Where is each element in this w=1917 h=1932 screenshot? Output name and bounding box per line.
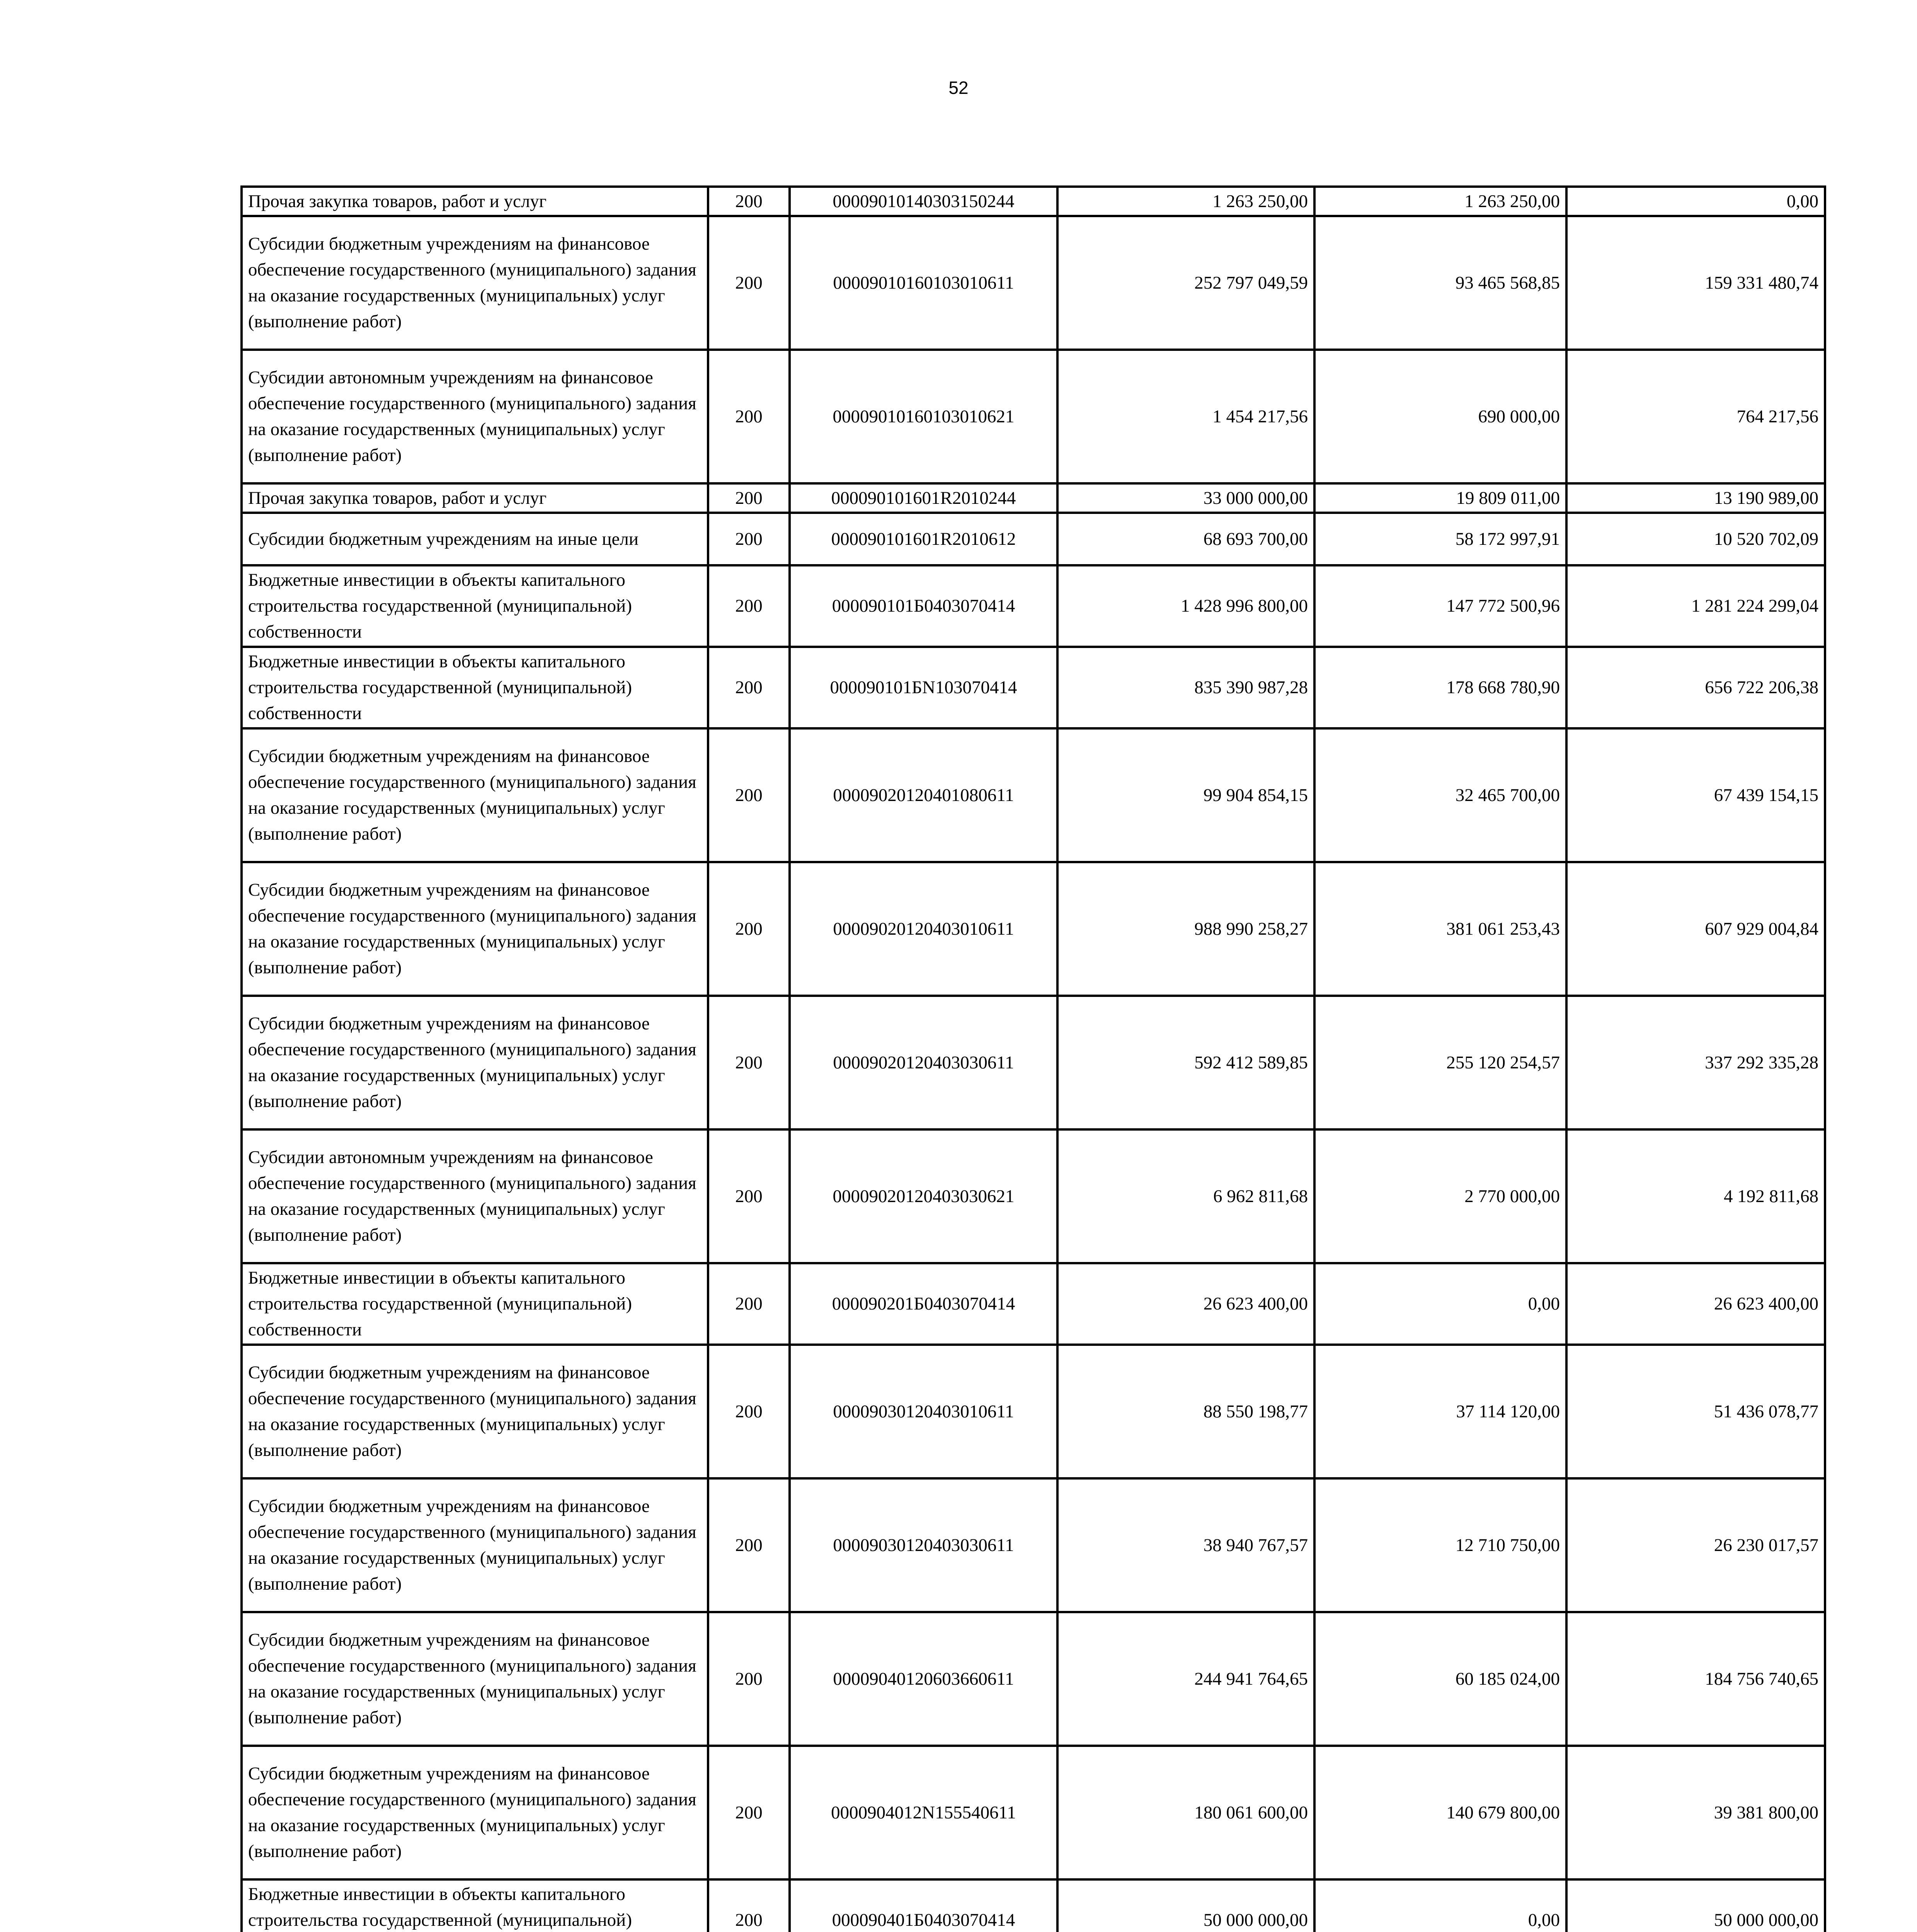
line-code-cell: 200 <box>708 1612 790 1746</box>
table-row <box>242 1879 1825 1932</box>
line-code-cell: 200 <box>708 1345 790 1478</box>
expense-name-cell: Субсидии бюджетным учреждениям на финансовое обеспечение государственного (муниципального) задания на оказание государственных (муниципальных) услуг (выполнение работ) <box>242 862 708 996</box>
line-code-cell: 200 <box>708 350 790 483</box>
table-row <box>242 1129 1825 1263</box>
expense-name-cell: Субсидии бюджетным учреждениям на финансовое обеспечение государственного (муниципального) задания на оказание государственных (муниципальных) услуг (выполнение работ) <box>242 1345 708 1478</box>
table-row <box>242 996 1825 1129</box>
remaining-amount-cell: 26 230 017,57 <box>1566 1478 1825 1612</box>
remaining-amount-cell: 184 756 740,65 <box>1566 1612 1825 1746</box>
line-code-cell: 200 <box>708 996 790 1129</box>
executed-amount-cell: 0,00 <box>1314 1879 1566 1932</box>
approved-amount-cell: 592 412 589,85 <box>1057 996 1314 1129</box>
remaining-amount-cell: 51 436 078,77 <box>1566 1345 1825 1478</box>
remaining-amount-cell: 10 520 702,09 <box>1566 513 1825 565</box>
table-row <box>242 216 1825 350</box>
executed-amount-cell: 140 679 800,00 <box>1314 1746 1566 1879</box>
executed-amount-cell: 58 172 997,91 <box>1314 513 1566 565</box>
expense-name-cell: Бюджетные инвестиции в объекты капитального строительства государственной (муниципальной) <box>242 1879 708 1932</box>
remaining-amount-cell: 39 381 800,00 <box>1566 1746 1825 1879</box>
classification-code-cell: 00009010160103010611 <box>790 216 1057 350</box>
remaining-amount-cell: 67 439 154,15 <box>1566 728 1825 862</box>
line-code-cell: 200 <box>708 1263 790 1345</box>
table-row <box>242 1263 1825 1345</box>
table-row <box>242 728 1825 862</box>
line-code-cell: 200 <box>708 1746 790 1879</box>
executed-amount-cell: 19 809 011,00 <box>1314 483 1566 513</box>
line-code-cell: 200 <box>708 1129 790 1263</box>
classification-code-cell: 000090101601R2010612 <box>790 513 1057 565</box>
approved-amount-cell: 68 693 700,00 <box>1057 513 1314 565</box>
table-row <box>242 1478 1825 1612</box>
table-row <box>242 647 1825 728</box>
approved-amount-cell: 99 904 854,15 <box>1057 728 1314 862</box>
classification-code-cell: 00009030120403010611 <box>790 1345 1057 1478</box>
line-code-cell: 200 <box>708 728 790 862</box>
remaining-amount-cell: 337 292 335,28 <box>1566 996 1825 1129</box>
expense-name-cell: Субсидии автономным учреждениям на финансовое обеспечение государственного (муниципального) задания на оказание государственных (муниципальных) услуг (выполнение работ) <box>242 1129 708 1263</box>
remaining-amount-cell: 4 192 811,68 <box>1566 1129 1825 1263</box>
expense-name-cell: Субсидии бюджетным учреждениям на финансовое обеспечение государственного (муниципального) задания на оказание государственных (муниципальных) услуг (выполнение работ) <box>242 1612 708 1746</box>
table-row <box>242 1345 1825 1478</box>
remaining-amount-cell: 764 217,56 <box>1566 350 1825 483</box>
executed-amount-cell: 37 114 120,00 <box>1314 1345 1566 1478</box>
table-row <box>242 1612 1825 1746</box>
line-code-cell: 200 <box>708 483 790 513</box>
executed-amount-cell: 2 770 000,00 <box>1314 1129 1566 1263</box>
table-row <box>242 350 1825 483</box>
budget-execution-table <box>240 185 1826 1932</box>
approved-amount-cell: 988 990 258,27 <box>1057 862 1314 996</box>
approved-amount-cell: 38 940 767,57 <box>1057 1478 1314 1612</box>
expense-name-cell: Прочая закупка товаров, работ и услуг <box>242 187 708 216</box>
line-code-cell: 200 <box>708 216 790 350</box>
expense-name-cell: Бюджетные инвестиции в объекты капитального строительства государственной (муниципальной) собственности <box>242 1263 708 1345</box>
executed-amount-cell: 60 185 024,00 <box>1314 1612 1566 1746</box>
classification-code-cell: 00009020120401080611 <box>790 728 1057 862</box>
remaining-amount-cell: 0,00 <box>1566 187 1825 216</box>
expense-name-cell: Бюджетные инвестиции в объекты капитального строительства государственной (муниципальной) собственности <box>242 565 708 647</box>
page-number: 52 <box>948 78 969 98</box>
classification-code-cell: 000090201Б0403070414 <box>790 1263 1057 1345</box>
line-code-cell: 200 <box>708 647 790 728</box>
remaining-amount-cell: 13 190 989,00 <box>1566 483 1825 513</box>
line-code-cell: 200 <box>708 1478 790 1612</box>
classification-code-cell: 00009020120403030611 <box>790 996 1057 1129</box>
table-row <box>242 187 1825 216</box>
executed-amount-cell: 381 061 253,43 <box>1314 862 1566 996</box>
classification-code-cell: 000090101Б0403070414 <box>790 565 1057 647</box>
expense-name-cell: Субсидии бюджетным учреждениям на финансовое обеспечение государственного (муниципального) задания на оказание государственных (муниципальных) услуг (выполнение работ) <box>242 216 708 350</box>
table-row <box>242 565 1825 647</box>
remaining-amount-cell: 159 331 480,74 <box>1566 216 1825 350</box>
expense-name-cell: Субсидии бюджетным учреждениям на иные цели <box>242 513 708 565</box>
table-row <box>242 513 1825 565</box>
remaining-amount-cell: 26 623 400,00 <box>1566 1263 1825 1345</box>
executed-amount-cell: 0,00 <box>1314 1263 1566 1345</box>
remaining-amount-cell: 1 281 224 299,04 <box>1566 565 1825 647</box>
table-body <box>242 187 1825 1932</box>
classification-code-cell: 00009010140303150244 <box>790 187 1057 216</box>
table-row <box>242 862 1825 996</box>
expense-name-cell: Субсидии бюджетным учреждениям на финансовое обеспечение государственного (муниципального) задания на оказание государственных (муниципальных) услуг (выполнение работ) <box>242 728 708 862</box>
classification-code-cell: 00009020120403010611 <box>790 862 1057 996</box>
line-code-cell: 200 <box>708 862 790 996</box>
remaining-amount-cell: 656 722 206,38 <box>1566 647 1825 728</box>
executed-amount-cell: 32 465 700,00 <box>1314 728 1566 862</box>
classification-code-cell: 00009040120603660611 <box>790 1612 1057 1746</box>
expense-name-cell: Субсидии автономным учреждениям на финансовое обеспечение государственного (муниципального) задания на оказание государственных (муниципальных) услуг (выполнение работ) <box>242 350 708 483</box>
approved-amount-cell: 88 550 198,77 <box>1057 1345 1314 1478</box>
approved-amount-cell: 26 623 400,00 <box>1057 1263 1314 1345</box>
executed-amount-cell: 147 772 500,96 <box>1314 565 1566 647</box>
table-row <box>242 1746 1825 1879</box>
executed-amount-cell: 12 710 750,00 <box>1314 1478 1566 1612</box>
expense-name-cell: Субсидии бюджетным учреждениям на финансовое обеспечение государственного (муниципального) задания на оказание государственных (муниципальных) услуг (выполнение работ) <box>242 996 708 1129</box>
approved-amount-cell: 50 000 000,00 <box>1057 1879 1314 1932</box>
executed-amount-cell: 178 668 780,90 <box>1314 647 1566 728</box>
classification-code-cell: 000090101БN103070414 <box>790 647 1057 728</box>
approved-amount-cell: 6 962 811,68 <box>1057 1129 1314 1263</box>
line-code-cell: 200 <box>708 1879 790 1932</box>
classification-code-cell: 00009030120403030611 <box>790 1478 1057 1612</box>
line-code-cell: 200 <box>708 565 790 647</box>
table-row <box>242 483 1825 513</box>
remaining-amount-cell: 50 000 000,00 <box>1566 1879 1825 1932</box>
classification-code-cell: 00009010160103010621 <box>790 350 1057 483</box>
approved-amount-cell: 252 797 049,59 <box>1057 216 1314 350</box>
remaining-amount-cell: 607 929 004,84 <box>1566 862 1825 996</box>
executed-amount-cell: 255 120 254,57 <box>1314 996 1566 1129</box>
expense-name-cell: Субсидии бюджетным учреждениям на финансовое обеспечение государственного (муниципального) задания на оказание государственных (муниципальных) услуг (выполнение работ) <box>242 1746 708 1879</box>
approved-amount-cell: 1 428 996 800,00 <box>1057 565 1314 647</box>
approved-amount-cell: 1 263 250,00 <box>1057 187 1314 216</box>
expense-name-cell: Бюджетные инвестиции в объекты капитального строительства государственной (муниципальной) собственности <box>242 647 708 728</box>
approved-amount-cell: 33 000 000,00 <box>1057 483 1314 513</box>
classification-code-cell: 000090401Б0403070414 <box>790 1879 1057 1932</box>
expense-name-cell: Прочая закупка товаров, работ и услуг <box>242 483 708 513</box>
approved-amount-cell: 244 941 764,65 <box>1057 1612 1314 1746</box>
classification-code-cell: 000090101601R2010244 <box>790 483 1057 513</box>
classification-code-cell: 00009020120403030621 <box>790 1129 1057 1263</box>
classification-code-cell: 0000904012N155540611 <box>790 1746 1057 1879</box>
executed-amount-cell: 93 465 568,85 <box>1314 216 1566 350</box>
approved-amount-cell: 835 390 987,28 <box>1057 647 1314 728</box>
line-code-cell: 200 <box>708 513 790 565</box>
executed-amount-cell: 690 000,00 <box>1314 350 1566 483</box>
executed-amount-cell: 1 263 250,00 <box>1314 187 1566 216</box>
approved-amount-cell: 180 061 600,00 <box>1057 1746 1314 1879</box>
line-code-cell: 200 <box>708 187 790 216</box>
expense-name-cell: Субсидии бюджетным учреждениям на финансовое обеспечение государственного (муниципального) задания на оказание государственных (муниципальных) услуг (выполнение работ) <box>242 1478 708 1612</box>
approved-amount-cell: 1 454 217,56 <box>1057 350 1314 483</box>
